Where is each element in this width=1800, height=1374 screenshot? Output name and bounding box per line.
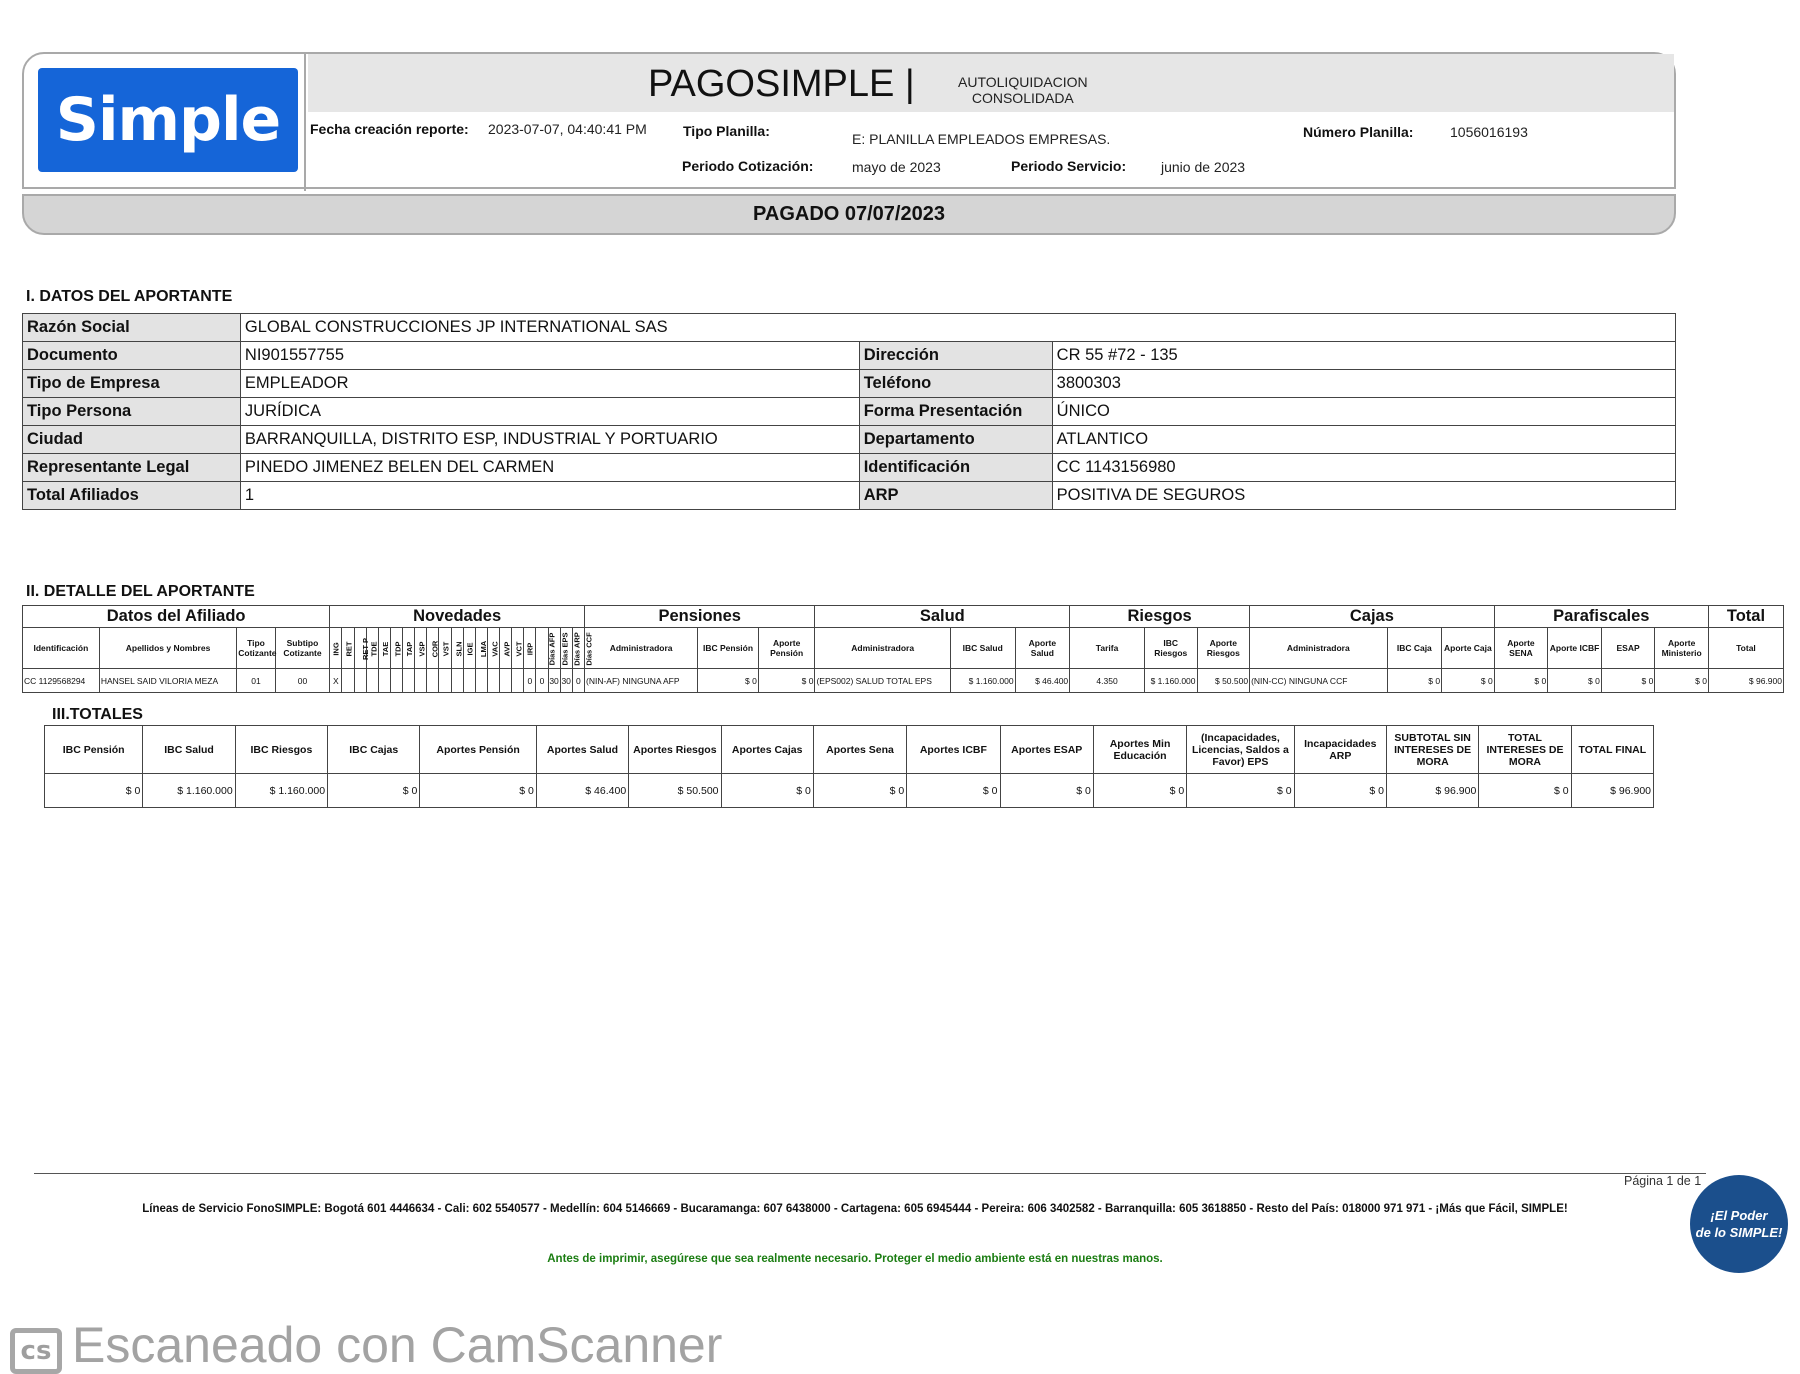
totales-value: $ 0 <box>1294 774 1386 808</box>
col-ibc-riesgos: IBC Riesgos <box>1144 628 1197 669</box>
row-caja-admin: (NIN-CC) NINGUNA CCF <box>1250 669 1387 693</box>
col-ibc-salud: IBC Salud <box>950 628 1015 669</box>
razon-social-value: GLOBAL CONSTRUCCIONES JP INTERNATIONAL SAS <box>240 314 1675 342</box>
col-novedad: VSP <box>415 628 427 669</box>
total-afiliados-value: 1 <box>240 482 859 510</box>
row-pension-admin: (NIN-AF) NINGUNA AFP <box>585 669 698 693</box>
row-aporte-icbf: $ 0 <box>1548 669 1602 693</box>
service-lines: Líneas de Servicio FonoSIMPLE: Bogotá 601 4446634 - Cali: 602 5540577 - Medellín: 604 5146669 - Bucaramanga: 607 6438000 - Cartagena: 605 6945444 - Pereira: 606 3402582 - Barranquilla: 605 3618850 - Resto del País: 018000 971 971 - ¡Más que Fácil, SIMPLE! <box>142 1203 1568 1215</box>
totales-value: $ 0 <box>1187 774 1294 808</box>
group-riesgos: Riesgos <box>1070 606 1250 628</box>
row-dias: 30 <box>560 669 572 693</box>
totales-value: $ 0 <box>1479 774 1571 808</box>
row-novedad <box>354 669 366 693</box>
col-novedad: VST <box>439 628 451 669</box>
totales-col-header: IBC Cajas <box>328 726 420 774</box>
totales-value: $ 0 <box>420 774 536 808</box>
totales-col-header: SUBTOTAL SIN INTERESES DE MORA <box>1386 726 1478 774</box>
col-aporte-pension: Aporte Pensión <box>758 628 815 669</box>
tipo-empresa-value: EMPLEADOR <box>240 370 859 398</box>
col-aporte-ministerio: Aporte Ministerio <box>1655 628 1709 669</box>
row-nombre: HANSEL SAID VILORIA MEZA <box>99 669 236 693</box>
row-novedad <box>378 669 390 693</box>
totales-col-header: Aportes Salud <box>536 726 628 774</box>
col-novedad: TAE <box>378 628 390 669</box>
group-total: Total <box>1708 606 1783 628</box>
badge-line1: ¡El Poder <box>1710 1208 1768 1223</box>
forma-presentacion-label: Forma Presentación <box>859 398 1052 426</box>
row-aporte-ministerio: $ 0 <box>1655 669 1709 693</box>
totales-col-header: TOTAL FINAL <box>1571 726 1653 774</box>
aportante-row <box>23 454 1676 482</box>
totales-col-header: Aportes Pensión <box>420 726 536 774</box>
row-novedad <box>512 669 524 693</box>
section1-title: I. DATOS DEL APORTANTE <box>26 288 233 305</box>
totales-value: $ 96.900 <box>1571 774 1653 808</box>
totales-col-header: Aportes Cajas <box>721 726 813 774</box>
numero-planilla-value: 1056016193 <box>1450 124 1528 140</box>
periodo-servicio-label: Periodo Servicio: <box>1011 158 1127 174</box>
tipo-persona-value: JURÍDICA <box>240 398 859 426</box>
subtitle-line1: AUTOLIQUIDACION <box>958 74 1088 90</box>
tipo-planilla-value: E: PLANILLA EMPLEADOS EMPRESAS. <box>852 131 1111 147</box>
col-novedad: AVP <box>500 628 512 669</box>
telefono-value: 3800303 <box>1052 370 1675 398</box>
tipo-empresa-label: Tipo de Empresa <box>23 370 241 398</box>
totales-value: $ 1.160.000 <box>143 774 235 808</box>
col-novedad: TDP <box>390 628 402 669</box>
row-novedad: X <box>330 669 342 693</box>
section2-title: II. DETALLE DEL APORTANTE <box>26 583 255 600</box>
numero-planilla-label: Número Planilla: <box>1303 124 1414 140</box>
fecha-label: Fecha creación reporte: <box>310 121 469 137</box>
row-ibc-riesgos: $ 1.160.000 <box>1144 669 1197 693</box>
aportante-row <box>23 314 1676 342</box>
totales-col-header: IBC Riesgos <box>235 726 327 774</box>
periodo-cotizacion-label: Periodo Cotización: <box>682 158 814 174</box>
row-novedad: 0 <box>524 669 536 693</box>
totales-value: $ 0 <box>721 774 813 808</box>
camscanner-icon: cs <box>10 1328 62 1374</box>
forma-presentacion-value: ÚNICO <box>1052 398 1675 426</box>
col-esap: ESAP <box>1601 628 1655 669</box>
periodo-servicio-value: junio de 2023 <box>1161 159 1246 175</box>
logo-cell <box>24 54 306 191</box>
col-identificacion: Identificación <box>23 628 100 669</box>
subtitle-line2: CONSOLIDADA <box>971 90 1074 106</box>
totales-value: $ 0 <box>907 774 1000 808</box>
col-novedad: IRP <box>524 628 536 669</box>
col-novedad: VCT <box>512 628 524 669</box>
col-novedad: TDE <box>366 628 378 669</box>
totales-value-row <box>45 774 1654 808</box>
aportante-table <box>22 313 1676 510</box>
group-novedades: Novedades <box>330 606 585 628</box>
camscanner-watermark: Escaneado con CamScanner <box>72 1317 723 1373</box>
totales-table <box>44 725 1654 808</box>
group-salud: Salud <box>815 606 1070 628</box>
section3-title: III.TOTALES <box>52 706 143 723</box>
razon-social-label: Razón Social <box>23 314 241 342</box>
totales-value: $ 50.500 <box>629 774 721 808</box>
identificacion-label: Identificación <box>859 454 1052 482</box>
arp-label: ARP <box>859 482 1052 510</box>
identificacion-value: CC 1143156980 <box>1052 454 1675 482</box>
col-total: Total <box>1708 628 1783 669</box>
row-novedad <box>415 669 427 693</box>
totales-col-header: Aportes ICBF <box>907 726 1000 774</box>
totales-value: $ 0 <box>1000 774 1093 808</box>
row-novedad <box>366 669 378 693</box>
power-badge <box>1690 1175 1788 1273</box>
totales-col-header: IBC Salud <box>143 726 235 774</box>
periodo-cotizacion-value: mayo de 2023 <box>852 159 941 175</box>
totales-value: $ 96.900 <box>1386 774 1478 808</box>
row-total: $ 96.900 <box>1708 669 1783 693</box>
row-dias: 0 <box>572 669 584 693</box>
telefono-label: Teléfono <box>859 370 1052 398</box>
col-novedad: RET P <box>354 628 366 669</box>
row-esap: $ 0 <box>1601 669 1655 693</box>
totales-col-header: Aportes Riesgos <box>629 726 721 774</box>
paid-status-bar: PAGADO 07/07/2023 <box>22 194 1676 235</box>
row-novedad <box>500 669 512 693</box>
col-aporte-riesgos: Aporte Riesgos <box>1197 628 1250 669</box>
row-tarifa: 4.350 <box>1070 669 1145 693</box>
col-tipo-cotizante: Tipo Cotizante <box>237 628 275 669</box>
departamento-label: Departamento <box>859 426 1052 454</box>
row-novedad <box>463 669 475 693</box>
table-row <box>23 669 1784 693</box>
environment-note: Antes de imprimir, asegúrese que sea realmente necesario. Proteger el medio ambiente está en nuestras manos. <box>547 1253 1163 1265</box>
total-afiliados-label: Total Afiliados <box>23 482 241 510</box>
col-subtipo-cotizante: Subtipo Cotizante <box>275 628 330 669</box>
totales-col-header: Aportes Sena <box>813 726 906 774</box>
col-novedad: TAP <box>403 628 415 669</box>
col-novedad: RET <box>342 628 354 669</box>
aportante-row <box>23 426 1676 454</box>
badge-line2: de lo SIMPLE! <box>1695 1225 1783 1240</box>
col-aporte-sena: Aporte SENA <box>1494 628 1548 669</box>
col-dias: Días ARP <box>560 628 572 669</box>
documento-value: NI901557755 <box>240 342 859 370</box>
representante-value: PINEDO JIMENEZ BELEN DEL CARMEN <box>240 454 859 482</box>
col-novedad: ING <box>330 628 342 669</box>
direccion-value: CR 55 #72 - 135 <box>1052 342 1675 370</box>
detalle-header-row <box>23 628 1784 669</box>
totales-value: $ 0 <box>813 774 906 808</box>
row-ibc-salud: $ 1.160.000 <box>950 669 1015 693</box>
col-dias: Días AFP <box>536 628 548 669</box>
col-novedad: IGE <box>463 628 475 669</box>
group-pensiones: Pensiones <box>585 606 815 628</box>
row-novedad <box>390 669 402 693</box>
col-pension-admin: Administradora <box>585 628 698 669</box>
page-number: Página 1 de 1 <box>1624 1174 1702 1188</box>
fecha-value: 2023-07-07, 04:40:41 PM <box>488 121 647 137</box>
group-afiliado: Datos del Afiliado <box>23 606 330 628</box>
totales-value: $ 46.400 <box>536 774 628 808</box>
row-subtipo: 00 <box>275 669 330 693</box>
arp-value: POSITIVA DE SEGUROS <box>1052 482 1675 510</box>
row-salud-admin: (EPS002) SALUD TOTAL EPS <box>815 669 950 693</box>
departamento-value: ATLANTICO <box>1052 426 1675 454</box>
col-novedad: VAC <box>487 628 499 669</box>
row-ibc-caja: $ 0 <box>1387 669 1442 693</box>
ciudad-value: BARRANQUILLA, DISTRITO ESP, INDUSTRIAL Y PORTUARIO <box>240 426 859 454</box>
row-novedad <box>439 669 451 693</box>
col-caja-admin: Administradora <box>1250 628 1387 669</box>
totales-col-header: Incapacidades ARP <box>1294 726 1386 774</box>
row-novedad <box>451 669 463 693</box>
totales-header-row <box>45 726 1654 774</box>
col-aporte-salud: Aporte Salud <box>1015 628 1070 669</box>
row-tipo: 01 <box>237 669 275 693</box>
col-salud-admin: Administradora <box>815 628 950 669</box>
col-tarifa: Tarifa <box>1070 628 1145 669</box>
aportante-row <box>23 370 1676 398</box>
totales-value: $ 0 <box>328 774 420 808</box>
col-dias: Días CCF <box>572 628 584 669</box>
col-aporte-icbf: Aporte ICBF <box>1548 628 1602 669</box>
aportante-row <box>23 342 1676 370</box>
col-aporte-caja: Aporte Caja <box>1442 628 1495 669</box>
row-dias: 30 <box>548 669 560 693</box>
simple-logo <box>38 68 298 172</box>
report-title: PAGOSIMPLE | <box>648 63 915 105</box>
report-subtitle <box>958 74 1088 106</box>
row-aporte-pension: $ 0 <box>758 669 815 693</box>
logo-text: Simple <box>55 85 281 155</box>
col-novedad: LMA <box>475 628 487 669</box>
row-novedad <box>427 669 439 693</box>
group-parafiscales: Parafiscales <box>1494 606 1708 628</box>
row-identificacion: CC 1129568294 <box>23 669 100 693</box>
totales-col-header: IBC Pensión <box>45 726 143 774</box>
title-band <box>308 54 1674 112</box>
totales-value: $ 0 <box>1093 774 1186 808</box>
row-novedad <box>403 669 415 693</box>
totales-col-header: Aportes ESAP <box>1000 726 1093 774</box>
row-aporte-caja: $ 0 <box>1442 669 1495 693</box>
totales-col-header: (Incapacidades, Licencias, Saldos a Favor) EPS <box>1187 726 1294 774</box>
totales-col-header: Aportes Min Educación <box>1093 726 1186 774</box>
row-novedad <box>487 669 499 693</box>
col-apellidos: Apellidos y Nombres <box>99 628 236 669</box>
row-aporte-salud: $ 46.400 <box>1015 669 1070 693</box>
footer-divider <box>34 1173 1706 1174</box>
col-ibc-caja: IBC Caja <box>1387 628 1442 669</box>
group-cajas: Cajas <box>1250 606 1495 628</box>
row-ibc-pension: $ 0 <box>698 669 759 693</box>
aportante-row <box>23 482 1676 510</box>
detalle-group-row <box>23 606 1784 628</box>
row-aporte-riesgos: $ 50.500 <box>1197 669 1250 693</box>
direccion-label: Dirección <box>859 342 1052 370</box>
aportante-row <box>23 398 1676 426</box>
col-dias: Días EPS <box>548 628 560 669</box>
col-ibc-pension: IBC Pensión <box>698 628 759 669</box>
detalle-table <box>22 605 1784 693</box>
tipo-planilla-label: Tipo Planilla: <box>683 123 770 139</box>
totales-col-header: TOTAL INTERESES DE MORA <box>1479 726 1571 774</box>
documento-label: Documento <box>23 342 241 370</box>
row-aporte-sena: $ 0 <box>1494 669 1548 693</box>
col-novedad: SLN <box>451 628 463 669</box>
ciudad-label: Ciudad <box>23 426 241 454</box>
row-novedad <box>342 669 354 693</box>
representante-label: Representante Legal <box>23 454 241 482</box>
totales-value: $ 1.160.000 <box>235 774 327 808</box>
row-novedad <box>475 669 487 693</box>
tipo-persona-label: Tipo Persona <box>23 398 241 426</box>
row-dias: 0 <box>536 669 548 693</box>
totales-value: $ 0 <box>45 774 143 808</box>
report-header <box>22 52 1676 189</box>
col-novedad: COR <box>427 628 439 669</box>
